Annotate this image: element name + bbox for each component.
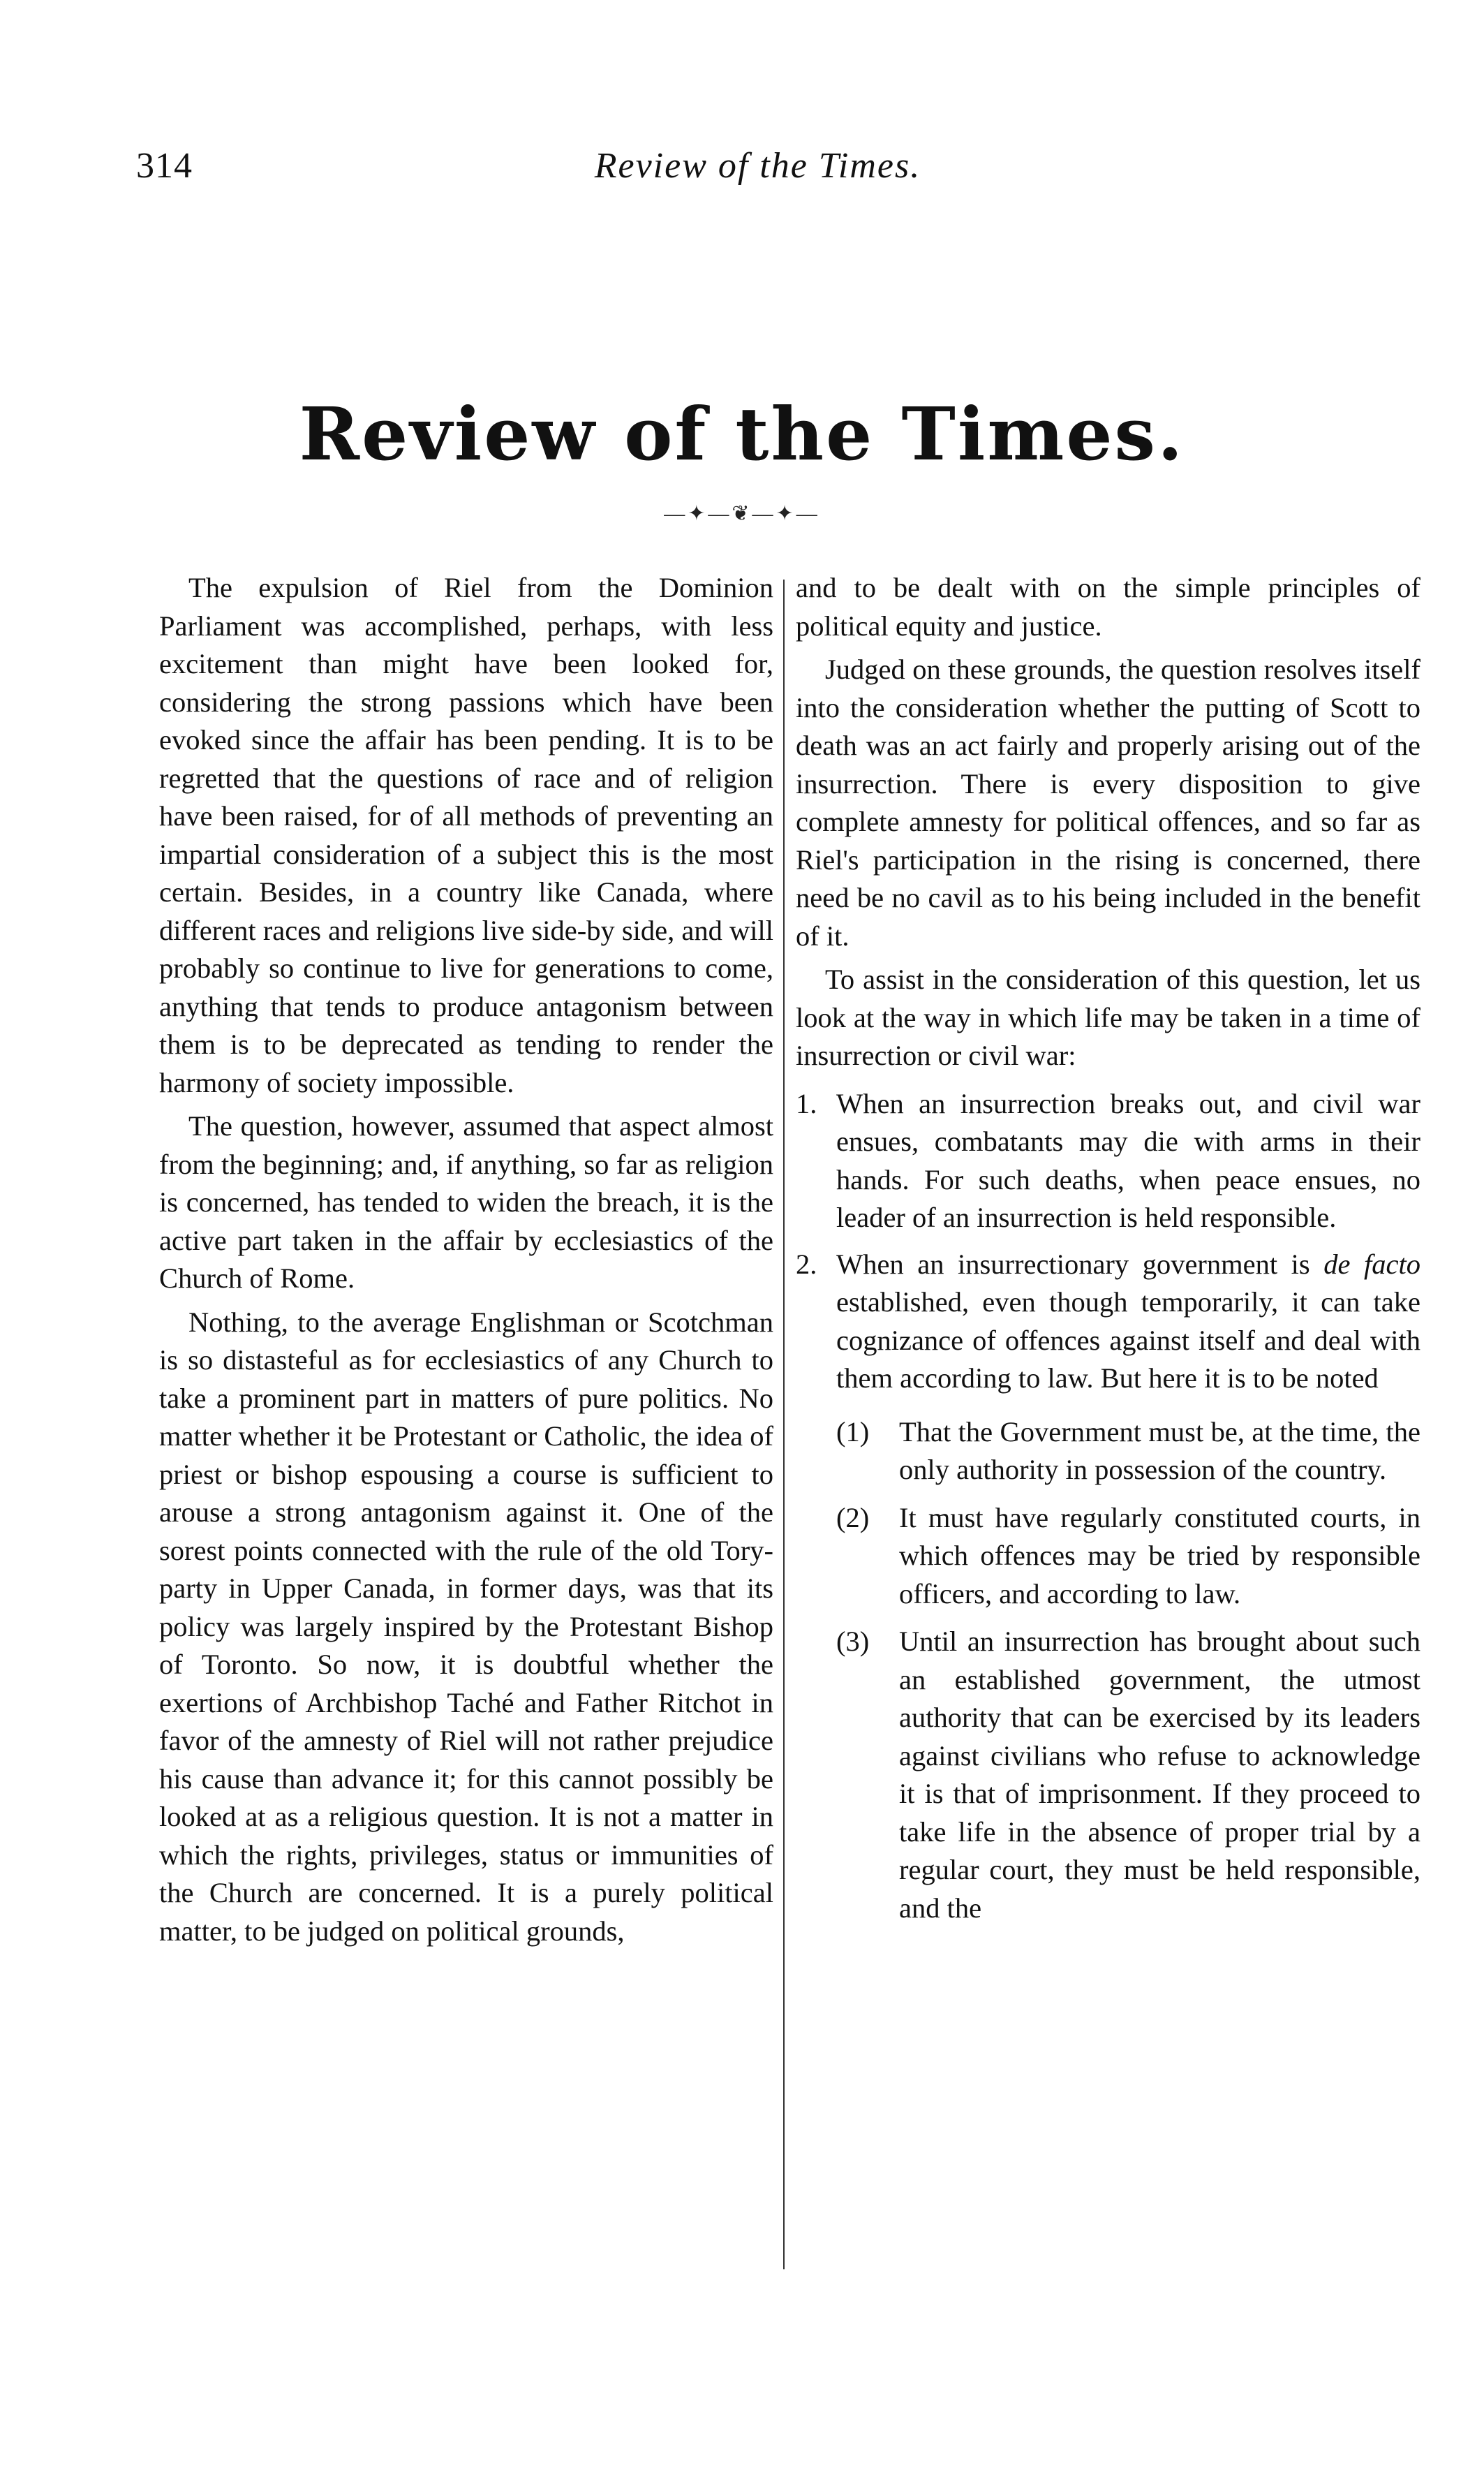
sub-list-item-number: (2) bbox=[836, 1501, 870, 1533]
list-item-text-after: established, even though temporarily, it can take cognizance of offences against itself and deal with them according to law. But here it is to be noted bbox=[836, 1286, 1420, 1394]
list-item-text: When an insurrection breaks out, and civil war ensues, combatants may die with arms in their hands. For such deaths, when peace ensues, no leader of an insurrection is held responsible. bbox=[836, 1087, 1420, 1233]
sub-list-item-text: Until an insurrection has brought about such an established government, the utmost authority that can be exercised by its leaders against civilians who refuse to acknowledge it is that of imprisonment. If they proceed to take life in the absence of proper trial by a regular court, they must be held responsible, and the bbox=[899, 1626, 1420, 1924]
list-item bbox=[796, 1085, 1420, 1237]
de-facto-term: de facto bbox=[1323, 1248, 1420, 1280]
sub-list-item-text: That the Government must be, at the time, the only authority in possession of the country. bbox=[899, 1415, 1420, 1485]
ornament-divider: —✦—❦—✦— bbox=[664, 502, 820, 525]
right-paragraph-3: To assist in the consideration of this question, let us look at the way in which life may be taken in a time of insurrection or civil war: bbox=[796, 964, 1420, 1071]
column-rule bbox=[783, 580, 785, 2269]
masthead-title: Review of the Times. bbox=[299, 391, 1185, 477]
left-paragraph-2: The question, however, assumed that aspect almost from the beginning; and, if anything, so far as religion is concerned, has tended to widen the breach, it is the active part taken in the affair by ecclesiastics of the Church of Rome. bbox=[159, 1110, 773, 1294]
left-paragraph-1: The expulsion of Riel from the Dominion Parliament was accomplished, perhaps, with less excitement than might have been looked for, considering the strong passions which have been evoked since the affair has been pending. It is to be regretted that the questions of race and of religion have been raised, for of all methods of preventing an impartial consideration of a subject this is the most certain. Besides, in a country like Canada, where different races and religions live side-by side, and will probably so continue to live for generations to come, anything that tends to produce antagonism between them is to be deprecated as tending to render the harmony of society impossible. bbox=[159, 572, 773, 1098]
sub-list-item bbox=[796, 1499, 1420, 1614]
right-paragraph-1: and to be dealt with on the simple principles of political equity and justice. bbox=[796, 572, 1420, 642]
running-head bbox=[136, 145, 1379, 201]
sub-list-item bbox=[796, 1413, 1420, 1489]
sub-list bbox=[796, 1413, 1420, 1928]
right-paragraph-2: Judged on these grounds, the question resolves itself into the consideration whether the putting of Scott to death was an act fairly and properly arising out of the insurrection. There is every disposition to give complete amnesty for political offences, and so far as Riel's participation in the rising is concerned, there need be no cavil as to his being included in the benefit of it. bbox=[796, 654, 1420, 952]
running-title: Review of the Times. bbox=[594, 146, 921, 186]
sub-list-item-number: (3) bbox=[836, 1626, 870, 1657]
left-column bbox=[159, 569, 773, 1956]
list-item-number: 1. bbox=[796, 1087, 817, 1119]
list-item bbox=[796, 1246, 1420, 1398]
right-column bbox=[796, 569, 1420, 1937]
list-item-number: 2. bbox=[796, 1248, 817, 1280]
sub-list-item-number: (1) bbox=[836, 1415, 870, 1447]
sub-list-item-text: It must have regularly constituted courts, in which offences may be tried by responsible officers, and according to law. bbox=[899, 1501, 1420, 1609]
left-paragraph-3: Nothing, to the average Englishman or Scotchman is so distasteful as for ecclesiastics of any Church to take a prominent part in matters of pure politics. No matter whether it be Protestant or Catholic, the idea of priest or bishop espousing a course is sufficient to arouse a strong antagonism against it. One of the sorest points connected with the rule of the old Tory-party in Upper Canada, in former days, was that its policy was largely inspired by the Protestant Bishop of Toronto. So now, it is doubtful whether the exertions of Archbishop Taché and Father Ritchot in favor of the amnesty of Riel will not rather prejudice his cause than advance it; for this cannot possibly be looked at as a religious question. It is not a matter in which the rights, privileges, status or immunities of the Church are concerned. It is a purely political matter, to be judged on political grounds, bbox=[159, 1306, 773, 1947]
page-number: 314 bbox=[136, 146, 193, 186]
numbered-list bbox=[796, 1085, 1420, 1398]
list-item-text-before: When an insurrectionary government is bbox=[836, 1248, 1310, 1280]
sub-list-item bbox=[796, 1623, 1420, 1927]
